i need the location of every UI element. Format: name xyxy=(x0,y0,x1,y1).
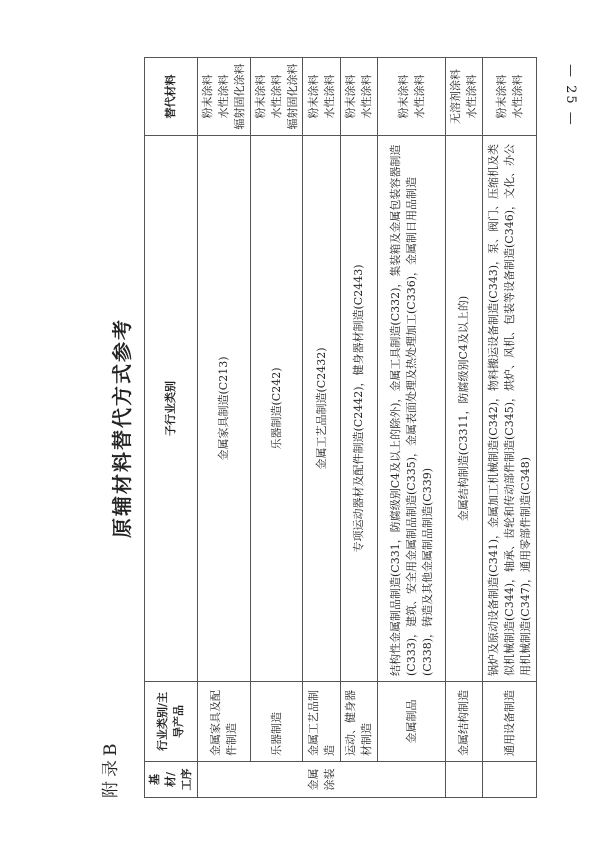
header-substitute: 替代材料 xyxy=(145,58,198,136)
header-sub-industry: 子行业类别 xyxy=(145,136,198,682)
industry-cell: 金属制品 xyxy=(378,682,446,762)
industry-cell: 乐器制造 xyxy=(250,682,303,762)
substitute-value: 辐射固化涂料 xyxy=(285,63,299,130)
table-row xyxy=(446,58,483,798)
substitute-value: 水性涂料 xyxy=(510,74,524,119)
substitute-value: 无溶剂涂料 xyxy=(449,69,463,124)
substitute-cell xyxy=(197,58,250,136)
appendix-label: 附录B xyxy=(101,739,121,798)
page-title: 原辅材料替代方式参考 xyxy=(110,318,134,538)
substitute-value: 水性涂料 xyxy=(465,74,479,119)
substitution-table xyxy=(144,57,537,798)
industry-cell: 金属结构制造 xyxy=(446,682,483,762)
substitute-value: 水性涂料 xyxy=(412,74,426,119)
table-row xyxy=(483,58,537,798)
page-number: — 25 — xyxy=(563,64,578,127)
industry-cell: 运动、健身器材制造 xyxy=(341,682,378,762)
substitute-cell xyxy=(378,58,446,136)
header-industry-product: 行业类别/主导产品 xyxy=(145,682,198,762)
sub-industry-cell: 金属工艺品制造(C2432) xyxy=(303,136,341,682)
sub-industry-cell: 金属结构制造(C3311，防腐级别C4及以上的) xyxy=(446,136,483,682)
substitute-value: 粉末涂料 xyxy=(253,74,267,119)
group-label: 金属涂装 xyxy=(197,762,446,798)
table-row xyxy=(250,58,303,798)
substitute-value: 水性涂料 xyxy=(322,74,336,119)
substitute-cell xyxy=(303,58,341,136)
table-row xyxy=(197,58,250,798)
substitute-value: 粉末涂料 xyxy=(494,74,508,119)
substitute-value: 粉末涂料 xyxy=(200,74,214,119)
substitute-value: 粉末涂料 xyxy=(344,74,358,119)
substitute-cell xyxy=(483,58,537,136)
table-header-row xyxy=(145,58,198,798)
sub-industry-cell: 锅炉及原动设备制造(C341)，金属加工机械制造(C342)，物料搬运设备制造(C343)，泵、阀门、压缩机及类似机械制造(C344)，轴承、齿轮和传动部件制造(C345)，烘炉、风机、包装等设备制造(C346)，文化、办公用机械制造(C347)，通用零部件制造(C348) xyxy=(483,136,537,682)
sub-industry-cell: 金属家具制造(C213) xyxy=(197,136,250,682)
substitute-cell xyxy=(446,58,483,136)
substitute-cell xyxy=(250,58,303,136)
table-row xyxy=(303,58,341,798)
industry-cell: 金属工艺品制造 xyxy=(303,682,341,762)
sub-industry-cell: 结构性金属制品制造(C331，防腐级别C4及以上的除外)，金属工具制造(C332)，集装箱及金属包装容器制造(C333)，建筑、安全用金属制品制造(C335)，金属表面处理及热处理加工(C336)，金属制日用品制造(C338)，铸造及其他金属制品制造(C339) xyxy=(378,136,446,682)
substitute-value: 粉末涂料 xyxy=(307,74,320,119)
rotated-content xyxy=(96,58,536,798)
table-row xyxy=(378,58,446,798)
substitute-value: 水性涂料 xyxy=(360,74,374,119)
empty-cell xyxy=(483,762,537,798)
substitute-value: 辐射固化涂料 xyxy=(232,63,246,130)
industry-cell: 金属家具及配件制造 xyxy=(197,682,250,762)
sub-industry-cell: 专项运动器材及配件制造(C2442)，健身器材制造(C2443) xyxy=(341,136,378,682)
substitute-value: 水性涂料 xyxy=(269,74,283,119)
substitute-value: 水性涂料 xyxy=(216,74,230,119)
header-material-process: 基材/工序 xyxy=(145,762,198,798)
sub-industry-cell: 乐器制造(C242) xyxy=(250,136,303,682)
empty-cell xyxy=(446,762,483,798)
industry-cell: 通用设备制造 xyxy=(483,682,537,762)
substitute-cell xyxy=(341,58,378,136)
table-row xyxy=(341,58,378,798)
substitute-value: 粉末涂料 xyxy=(396,74,410,119)
